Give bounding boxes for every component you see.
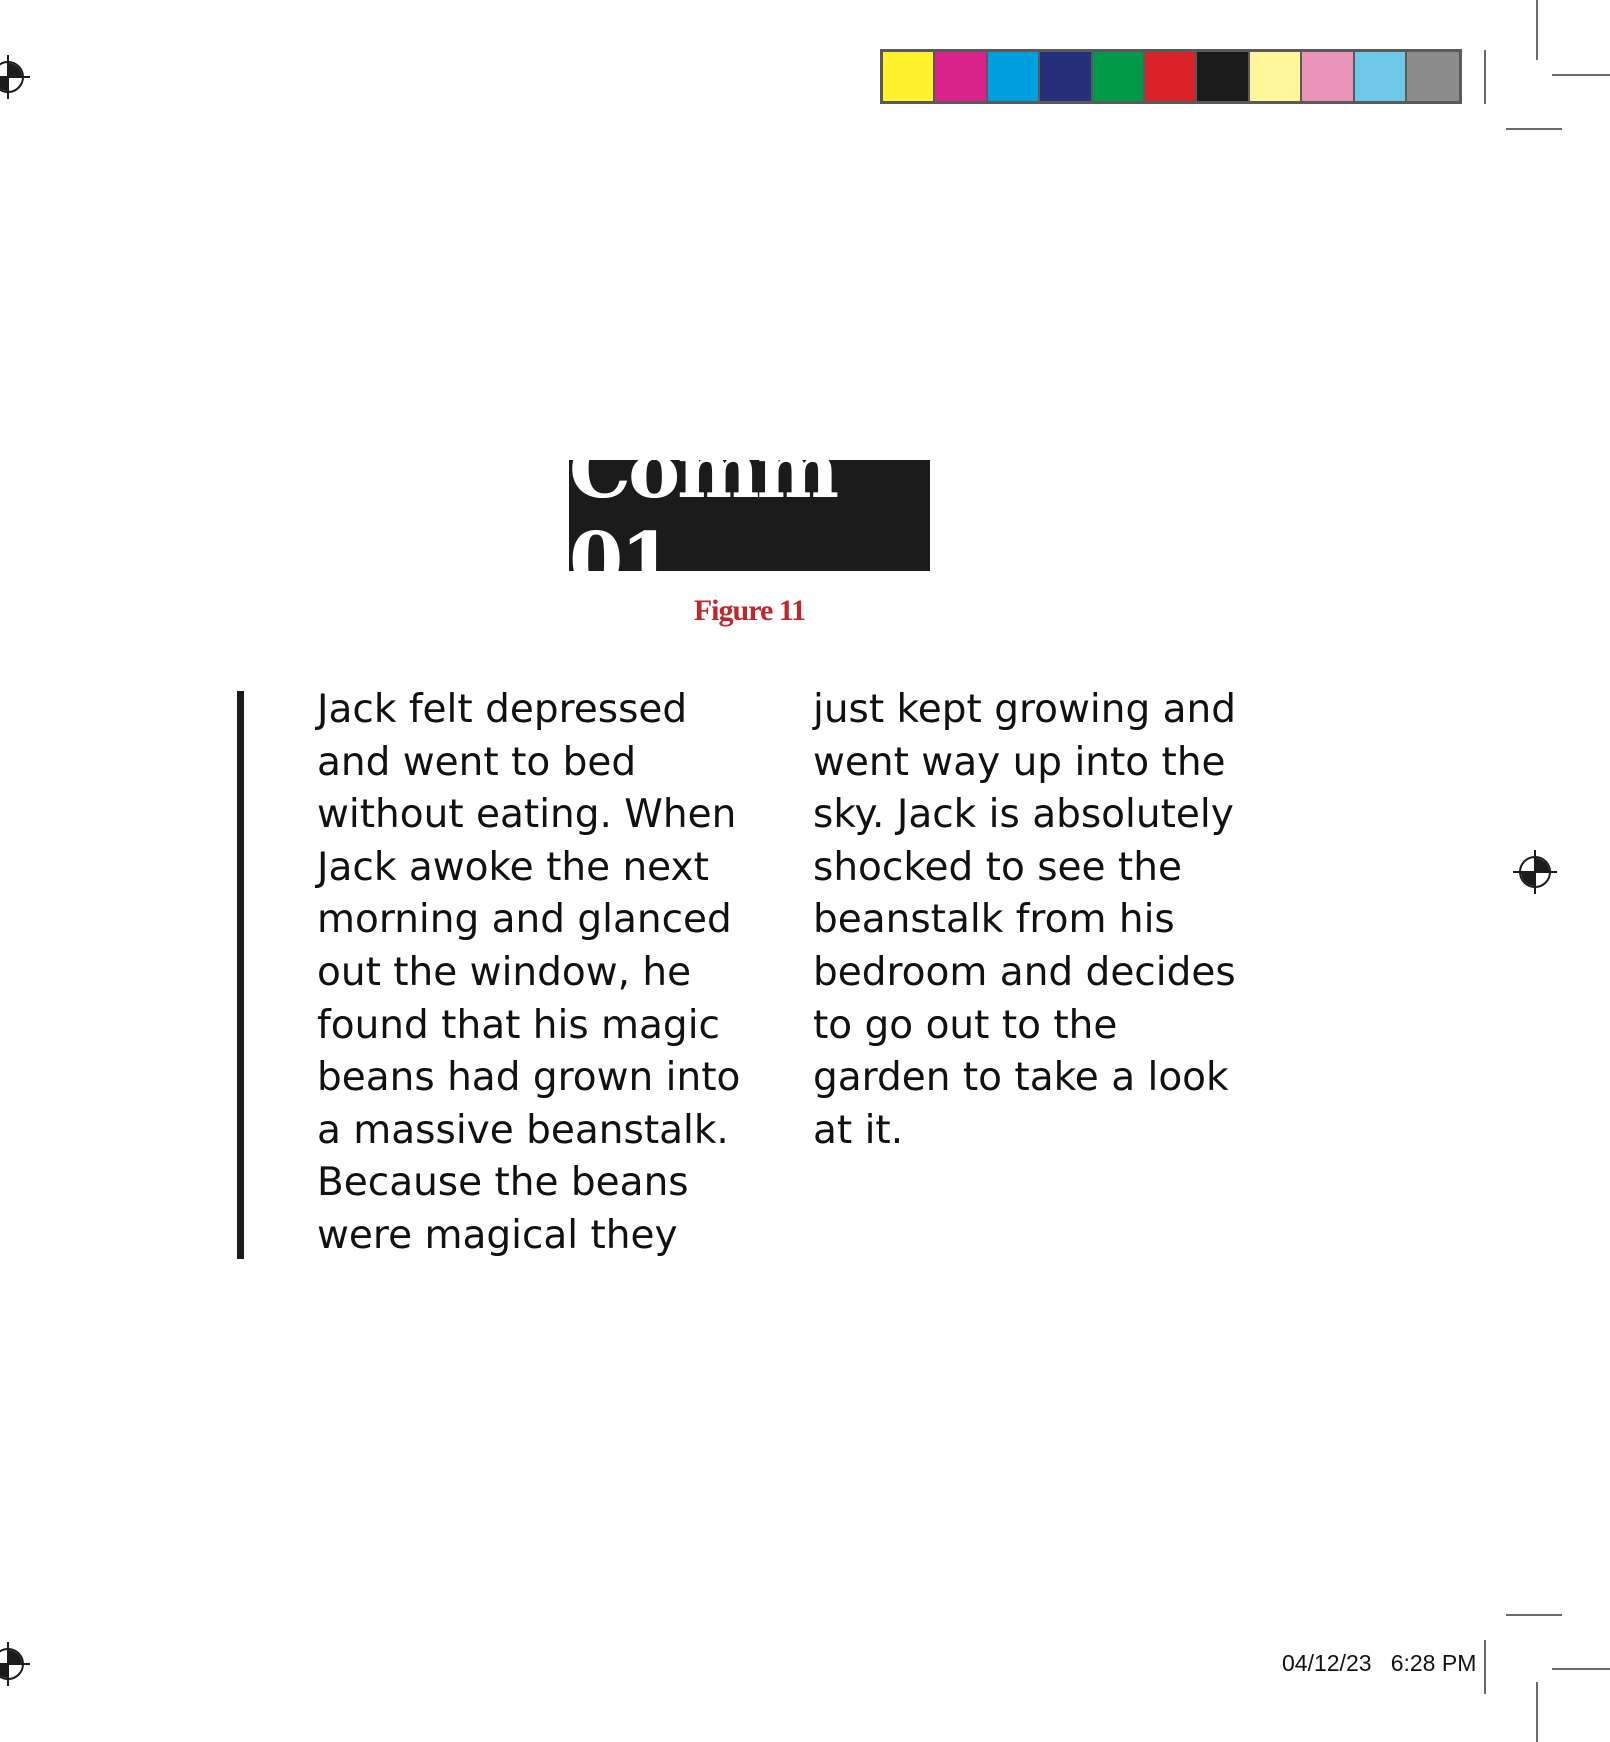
print-timestamp: 04/12/23 6:28 PM — [1282, 1650, 1477, 1676]
text-line: Jack awoke the next — [317, 844, 709, 890]
text-line: a massive beanstalk. — [317, 1107, 729, 1153]
vertical-rule — [237, 691, 244, 1259]
color-swatch — [1145, 52, 1197, 101]
text-line: shocked to see the — [813, 844, 1182, 890]
crop-mark-top-vertical — [1536, 0, 1538, 60]
crop-mark-top-inner-horizontal — [1506, 128, 1562, 130]
crop-mark-bottom-vertical — [1536, 1682, 1538, 1742]
color-swatch — [1355, 52, 1407, 101]
text-line: went way up into the — [813, 739, 1226, 785]
crop-mark-top-right-horizontal — [1552, 74, 1610, 76]
text-line: were magical they — [317, 1212, 678, 1258]
crop-mark-bottom-inner-vertical — [1484, 1640, 1486, 1694]
crop-mark-bottom-right-horizontal — [1552, 1668, 1610, 1670]
text-line: sky. Jack is absolutely — [813, 792, 1234, 838]
text-line: and went to bed — [317, 739, 637, 785]
color-swatch — [1302, 52, 1354, 101]
text-line: to go out to the — [813, 1002, 1118, 1048]
color-swatch — [935, 52, 987, 101]
registration-mark-icon — [1513, 850, 1557, 894]
text-line: bedroom and decides — [813, 949, 1236, 995]
color-swatch — [988, 52, 1040, 101]
text-line: Because the beans — [317, 1160, 689, 1206]
text-line: beanstalk from his — [813, 897, 1175, 943]
text-line: without eating. When — [317, 792, 737, 838]
text-column-right — [813, 684, 1236, 1157]
text-line: Jack felt depressed — [317, 687, 688, 732]
color-swatch — [1197, 52, 1249, 101]
color-swatch — [1040, 52, 1092, 101]
figure-label: Figure 11 — [693, 594, 806, 627]
color-swatch — [883, 52, 935, 101]
text-line: beans had grown into — [317, 1055, 741, 1101]
text-line: just kept growing and — [813, 687, 1236, 732]
text-line: out the window, he — [317, 949, 692, 995]
text-line: found that his magic — [317, 1002, 720, 1048]
text-line: morning and glanced — [317, 897, 732, 943]
registration-mark-icon — [0, 55, 30, 99]
crop-mark-top-inner-vertical — [1484, 50, 1486, 104]
color-swatch — [1093, 52, 1145, 101]
color-swatch — [1407, 52, 1459, 101]
text-line: at it. — [813, 1107, 904, 1153]
registration-mark-icon — [0, 1642, 30, 1686]
text-line: garden to take a look — [813, 1055, 1229, 1101]
text-column-left — [317, 684, 740, 1263]
color-calibration-bar — [880, 49, 1462, 104]
color-swatch — [1250, 52, 1302, 101]
crop-mark-bottom-inner-horizontal — [1506, 1614, 1562, 1616]
page-title: Comm 01 — [569, 460, 930, 571]
